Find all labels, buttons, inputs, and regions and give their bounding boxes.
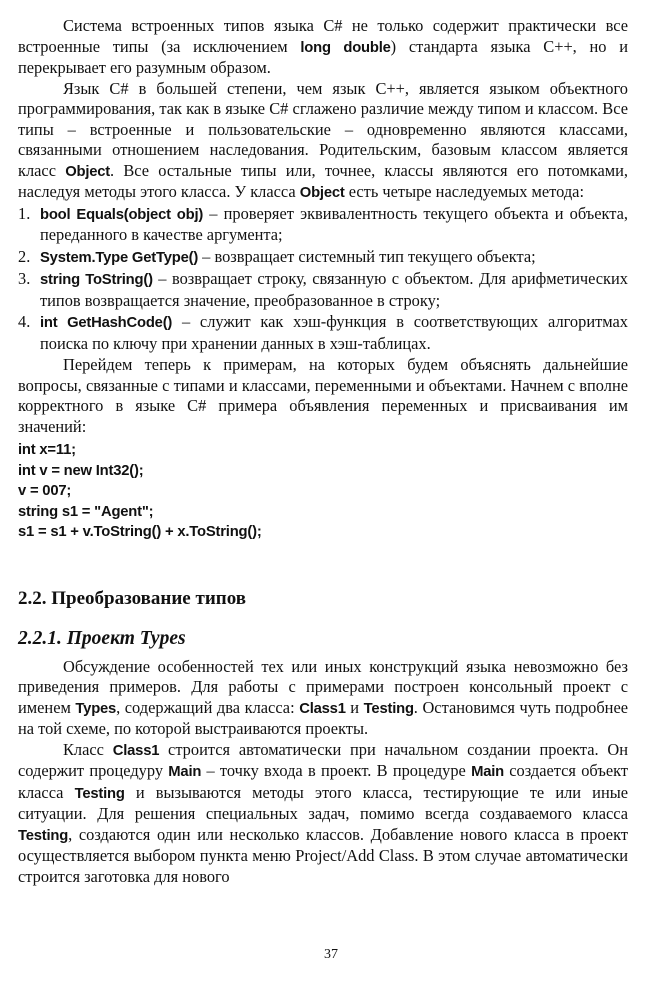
text-run: и — [345, 697, 364, 717]
text-run: Класс — [63, 739, 113, 759]
code-term: Object — [299, 185, 345, 201]
paragraph-class1 — [18, 740, 628, 888]
paragraph-project-types — [18, 657, 628, 740]
text-run: Обсуждение особенностей тех или иных конструкций языка невозможно без приведения примеров. Для работы с примерами построен консольный проект с именем — [18, 656, 628, 717]
code-term: Testing — [363, 700, 414, 717]
list-number: 2. — [18, 246, 31, 266]
code-term: Main — [168, 764, 202, 780]
text-run: Система встроенных типов языка C# не только содержит практически все встроенные типы (за исключением — [18, 16, 628, 56]
code-line: int v = new Int32(); — [18, 462, 144, 479]
code-term: Testing — [18, 827, 69, 844]
list-item — [18, 247, 628, 269]
code-term: Types — [75, 700, 117, 717]
code-term: Object — [65, 163, 111, 180]
text-run: – проверяет эквивалентность текущего объекта и объекта, переданного в качестве аргумента; — [40, 203, 629, 244]
text-run: , содержащий два класса: — [116, 697, 300, 717]
text-run: и вызываются методы этого класса, тестирующие те или иные ситуации. Для решения специальных задач, помимо всегда создаваемого класса — [18, 782, 629, 823]
text-run: – возвращает системный тип текущего объекта; — [198, 246, 536, 266]
text-run: есть четыре наследуемых метода: — [344, 182, 584, 201]
code-term: Class1 — [112, 742, 160, 759]
list-item — [18, 312, 628, 354]
text-run: ) стандарта языка C++, но и перекрывает его разумным образом. — [18, 36, 628, 77]
list-item — [18, 269, 628, 311]
code-term: bool Equals(object obj) — [40, 206, 204, 223]
paragraph-object-class — [18, 79, 628, 204]
text-run: . Все остальные типы или, точнее, классы являются его потомками, наследуя методы этого класса. У класса — [18, 160, 628, 201]
text-run: строится автоматически при начальном создании проекта. Он содержит процедуру — [18, 739, 628, 780]
code-line: v = 007; — [18, 483, 72, 499]
text-run: – служит как хэш-функция в соответствующих алгоритмах поиска по ключу при хранении данных в хэш-таблицах. — [40, 312, 628, 353]
code-term: Testing — [74, 785, 125, 802]
paragraph-examples: Перейдем теперь к примерам, на которых будем объяснять дальнейшие вопросы, связанные с типами и классами, переменными и объектами. Начнем с вполне корректного в языке C# примера объявления переменных и присваивания им значений: — [18, 355, 628, 436]
list-number: 4. — [18, 312, 31, 331]
subsection-heading: 2.2.1. Проект Types — [18, 627, 186, 649]
text-run: – точку входа в проект. В процедуре — [201, 761, 472, 780]
methods-list — [18, 204, 628, 355]
text-run: – возвращает строку, связанную с объектом. Для арифметических типов возвращается значение, преобразованное в строку; — [40, 269, 628, 310]
section-heading: 2.2. Преобразование типов — [18, 587, 246, 609]
code-term: System.Type GetType() — [40, 249, 199, 266]
page-body — [18, 16, 628, 887]
text-run: создается объект класса — [18, 761, 629, 802]
code-line: string s1 = "Agent"; — [18, 503, 154, 520]
code-term: string ToString() — [40, 272, 153, 288]
page-number: 37 — [324, 947, 338, 962]
code-term: int GetHashCode() — [40, 315, 173, 331]
code-line: int x=11; — [18, 442, 76, 458]
text-run: , создаются один или несколько классов. Добавление нового класса в проект осуществляется выбором пункта меню Project/Add Class. В этом случае автоматически строится заготовка для нового — [18, 824, 628, 886]
list-item — [18, 204, 628, 246]
code-term: long double — [300, 39, 391, 56]
paragraph-intro — [18, 16, 628, 79]
code-term: Main — [471, 764, 504, 780]
text-run: . Остановимся чуть подробнее на той схеме, по которой выстраиваются проекты. — [18, 697, 629, 738]
text-run: Язык C# в большей степени, чем язык C++, является языком объектного программирования, так как в языке C# сглажено различие между типом и классом. Все типы – встроенные и пользовательские – одновременно являются классами, связанными отношением наследования. Родительским, базовым классом является класс — [18, 78, 628, 180]
code-line: s1 = s1 + v.ToString() + x.ToString(); — [18, 524, 262, 540]
list-number: 1. — [18, 203, 31, 223]
list-number: 3. — [18, 269, 31, 288]
code-term: Class1 — [299, 700, 346, 717]
code-block — [18, 440, 628, 543]
